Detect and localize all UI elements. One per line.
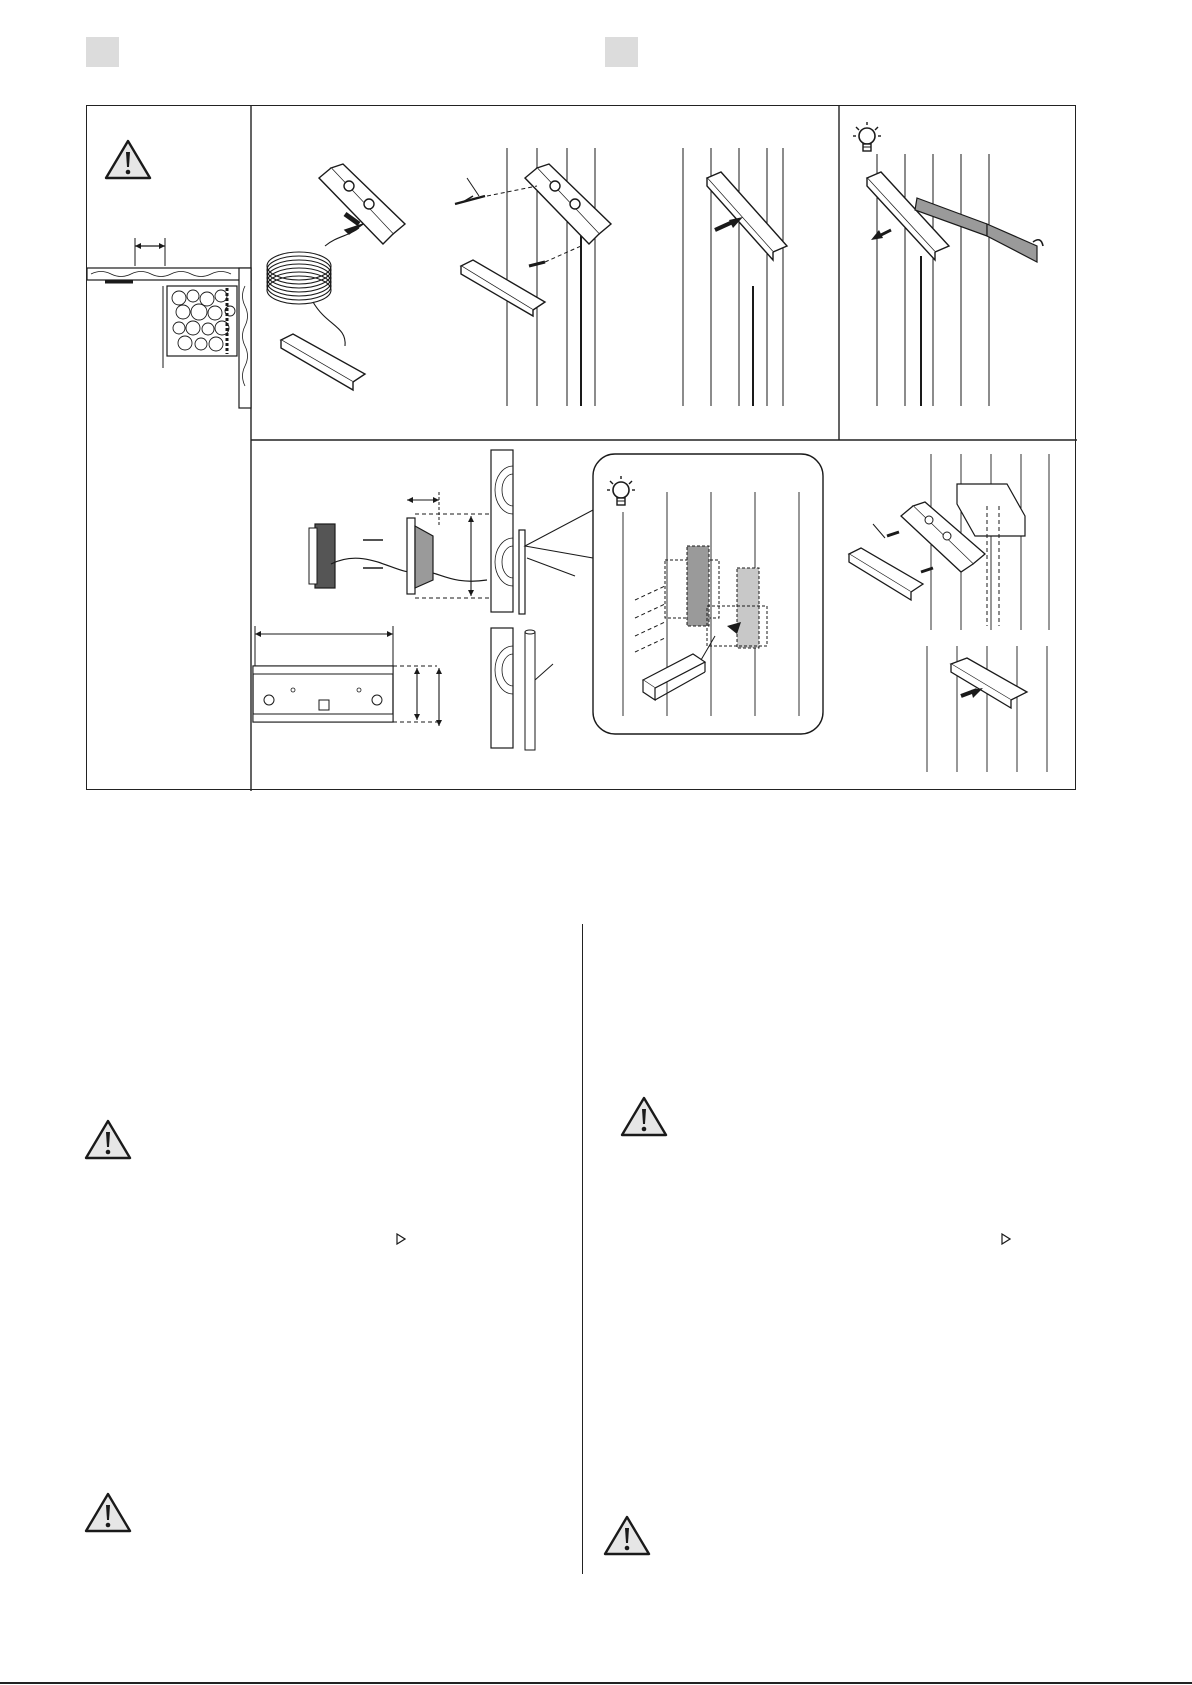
warning-clearance-panel <box>87 141 251 408</box>
installation-figure <box>86 105 1076 790</box>
warning-icon <box>620 1095 668 1137</box>
warning-icon <box>84 1118 132 1160</box>
warning-icon <box>84 1491 132 1533</box>
section-tab-left <box>86 37 119 67</box>
cable-mounting-panel <box>267 164 405 390</box>
lightbulb-tip-icon <box>853 122 881 151</box>
cross-section-panel <box>253 450 575 750</box>
section-tab-right <box>605 37 638 67</box>
flush-mounting-panel <box>849 454 1049 772</box>
screw-mounting-panel <box>455 148 611 406</box>
page-bottom-rule <box>0 1682 1192 1684</box>
play-marker-icon <box>1001 1233 1011 1245</box>
warning-icon <box>603 1514 651 1556</box>
tip-recessed-mounting-panel <box>525 454 823 734</box>
slide-on-cover-panel <box>683 148 787 406</box>
tip-remove-cover-panel <box>853 122 1043 406</box>
play-marker-icon <box>396 1233 406 1245</box>
installation-figure-svg <box>87 106 1077 791</box>
warning-triangle-icon <box>106 141 150 178</box>
column-divider <box>582 924 583 1574</box>
